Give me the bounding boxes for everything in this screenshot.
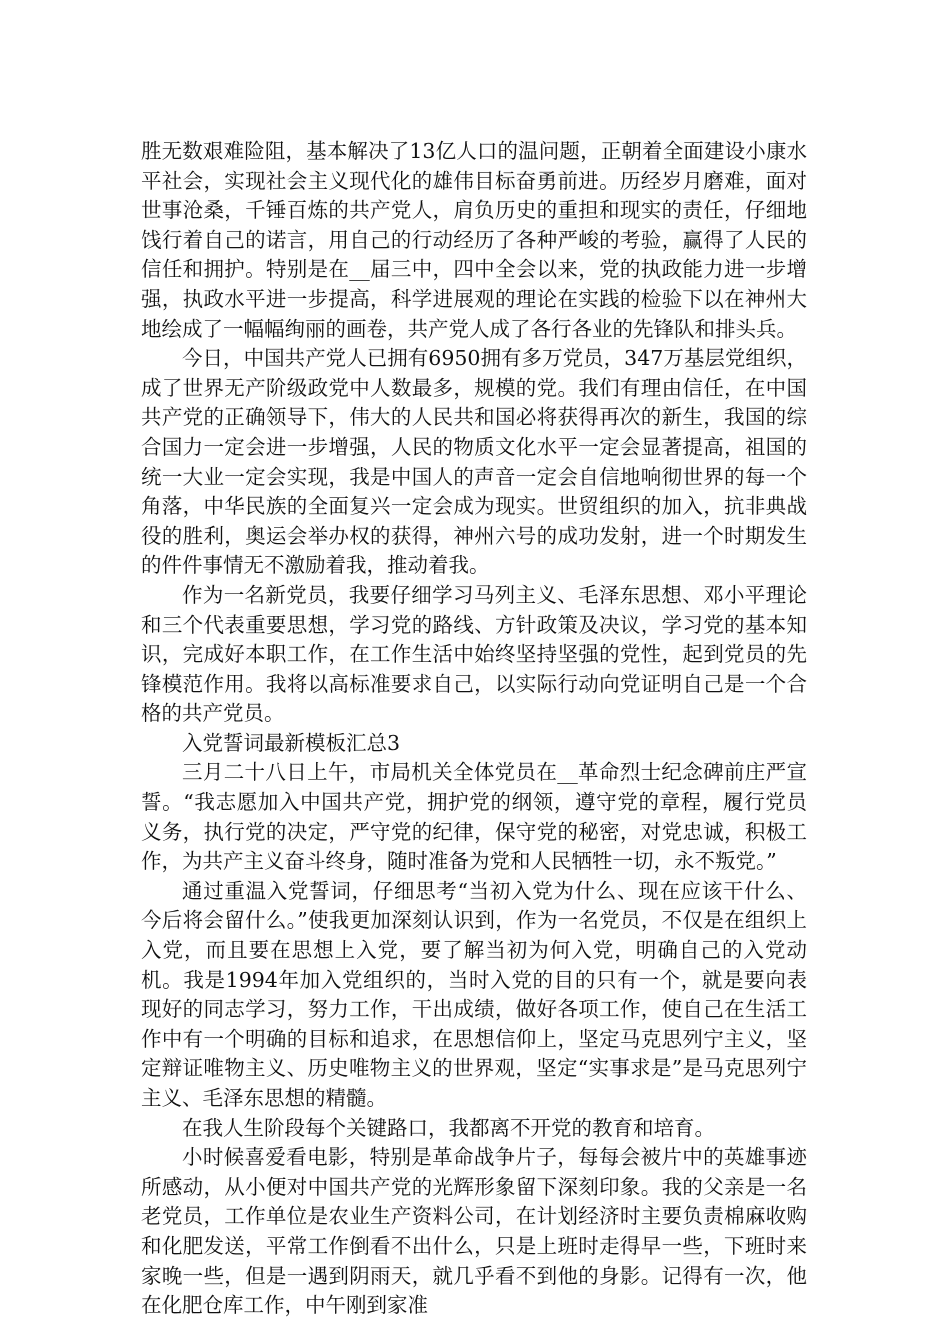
paragraph-6: 在我人生阶段每个关键路口，我都离不开党的教育和培育。	[182, 1115, 715, 1140]
paragraph-3: 作为一名新党员，我要仔细学习马列主义、毛泽东思想、邓小平理论和三个代表重要思想，学习党的路线、方针政策及决议，学习党的基本知识，完成好本职工作，在工作生活中始终坚持坚强的党性，起到党员的先锋模范作用。我将以高标准要求自己，以实际行动向党证明自己是一个合格的共产党员。	[141, 582, 807, 726]
paragraph-2: 今日，中国共产党人已拥有6950拥有多万党员，347万基层党组织，成了世界无产阶级政党中人数最多，规模的党。我们有理由信任，在中国共产党的正确领导下，伟大的人民共和国必将获得再次的新生，我国的综合国力一定会进一步增强，人民的物质文化水平一定会显著提高，祖国的统一大业一定会实现，我是中国人的声音一定会自信地响彻世界的每一个角落，中华民族的全面复兴一定会成为现实。世贸组织的加入，抗非典战役的胜利，奥运会举办权的获得，神州六号的成功发射，进一个时期发生的件件事情无不激励着我，推动着我。	[141, 346, 807, 578]
paragraph-1: 胜无数艰难险阻，基本解决了13亿人口的温问题，正朝着全面建设小康水平社会，实现社会主义现代化的雄伟目标奋勇前进。历经岁月磨难，面对世事沧桑，千锤百炼的共产党人，肩负历史的重担和现实的责任，仔细地饯行着自己的诺言，用自己的行动经历了各种严峻的考验，赢得了人民的信任和拥护。特别是在__届三中，四中全会以来，党的执政能力进一步增强，执政水平进一步提高，科学进展观的理论在实践的检验下以在神州大地绘成了一幅幅绚丽的画卷，共产党人成了各行各业的先锋队和排头兵。	[141, 139, 807, 341]
document-body	[141, 137, 807, 1321]
section-heading: 入党誓词最新模板汇总3	[182, 730, 401, 755]
paragraph-5: 通过重温入党誓词，仔细思考“当初入党为什么、现在应该干什么、今后将会留什么。”使我更加深刻认识到，作为一名党员，不仅是在组织上入党，而且要在思想上入党，要了解当初为何入党，明确自己的入党动机。我是1994年加入党组织的，当时入党的目的只有一个，就是要向表现好的同志学习，努力工作，干出成绩，做好各项工作，使自己在生活工作中有一个明确的目标和追求，在思想信仰上，坚定马克思列宁主义，坚定辩证唯物主义、历史唯物主义的世界观，坚定“实事求是”是马克思列宁主义、毛泽东思想的精髓。	[141, 878, 807, 1110]
paragraph-4: 三月二十八日上午，市局机关全体党员在__革命烈士纪念碑前庄严宣誓。“我志愿加入中国共产党，拥护党的纲领，遵守党的章程，履行党员义务，执行党的决定，严守党的纪律，保守党的秘密，对党忠诚，积极工作，为共产主义奋斗终身，随时准备为党和人民牺牲一切，永不叛党。”	[141, 760, 807, 874]
paragraph-7: 小时候喜爱看电影，特别是革命战争片子，每每会被片中的英雄事迹所感动，从小便对中国共产党的光辉形象留下深刻印象。我的父亲是一名老党员，工作单位是农业生产资料公司，在计划经济时主要负责棉麻收购和化肥发送，平常工作倒看不出什么，只是上班时走得早一些，下班时来家晚一些，但是一遇到阴雨天，就几乎看不到他的身影。记得有一次，他在化肥仓库工作，中午刚到家准	[141, 1145, 807, 1318]
